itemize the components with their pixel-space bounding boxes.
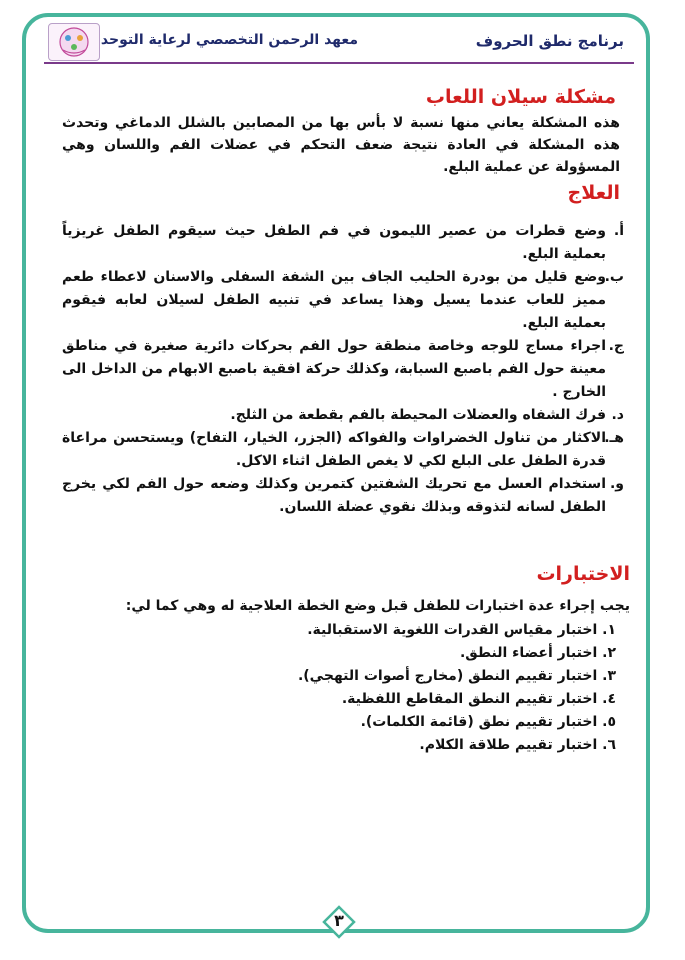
treatment-item xyxy=(62,335,624,404)
treatment-item xyxy=(62,404,624,427)
treatment-item-text: اجراء مساج للوجه وخاصة منطقة حول الفم بحركات دائرية صغيرة في مناطق معينة حول الفم باصبع السبابة، وكذلك حركة افقية باصبع الابهام من الداخل الى الخارج . xyxy=(62,338,606,400)
page-header xyxy=(44,22,630,60)
treatment-item-marker: أ. xyxy=(613,223,624,239)
page-number: ٣ xyxy=(334,911,344,930)
treatment-heading: العلاج xyxy=(567,182,620,204)
treatment-item xyxy=(62,266,624,335)
treatment-item-text: استخدام العسل مع تحريك الشفتين كتمرين وكذلك وضعه حول الفم لكي يخرج الطفل لسانه لتذوقه وبذلك نقوي عضلة اللسان. xyxy=(62,476,606,515)
institute-logo-icon xyxy=(48,23,100,61)
institute-name: معهد الرحمن التخصصي لرعاية التوحد xyxy=(100,32,358,48)
treatment-item-text: فرك الشفاه والعضلات المحيطة بالفم بقطعة من الثلج. xyxy=(230,407,606,423)
treatment-item xyxy=(62,427,624,473)
treatment-item-text: وضع قليل من بودرة الحليب الجاف بين الشفة السفلى والاسنان لاعطاء طعم مميز للعاب عندما يسيل وهذا يساعد في تنبيه الطفل لسيلان لعابه فيقوم بعملية البلع. xyxy=(62,269,606,331)
problem-heading: مشكلة سيلان اللعاب xyxy=(425,86,616,108)
tests-intro: يجب إجراء عدة اختبارات للطفل قبل وضع الخطة العلاجية له وهي كما لي: xyxy=(125,598,630,614)
tests-list-item: ٣. اختبار تقييم النطق (مخارج أصوات التهجي). xyxy=(297,668,616,684)
treatment-item-marker: و. xyxy=(609,476,624,492)
tests-list-item: ٤. اختبار تقييم النطق المقاطع اللفظية. xyxy=(341,691,616,707)
tests-list-item: ١. اختبار مقياس القدرات اللغوية الاستقبالية. xyxy=(307,622,616,638)
problem-paragraph: هذه المشكلة يعاني منها نسبة لا بأس بها من المصابين بالشلل الدماغي وتحدث هذه المشكلة في العادة نتيجة ضعف التحكم في عضلات الفم واللسان وهي المسؤولة عن عملية البلع. xyxy=(62,115,620,175)
treatment-item-marker: ج. xyxy=(608,338,624,354)
treatment-item-text: الاكثار من تناول الخضراوات والفواكه (الجزر، الخيار، التفاح) ويستحسن مراعاة قدرة الطفل على البلع لكي لا يغص الطفل اثناء الاكل. xyxy=(62,430,606,469)
program-title: برنامج نطق الحروف xyxy=(475,32,624,50)
treatment-item-marker: د. xyxy=(611,407,624,423)
treatment-item-marker: هـ. xyxy=(604,430,624,446)
page-number-badge xyxy=(322,905,356,939)
page-content xyxy=(62,86,630,757)
tests-list xyxy=(62,619,616,757)
tests-list-item: ٢. اختبار أعضاء النطق. xyxy=(459,645,616,661)
treatment-item xyxy=(62,220,624,266)
tests-heading: الاختبارات xyxy=(536,563,630,585)
tests-list-item: ٦. اختبار تقييم طلاقة الكلام. xyxy=(419,737,616,753)
tests-list-item: ٥. اختبار تقييم نطق (قائمة الكلمات). xyxy=(360,714,616,730)
treatment-item-text: وضع قطرات من عصير الليمون في فم الطفل حيث سيقوم الطفل غريزياً بعملية البلع. xyxy=(62,223,606,262)
treatment-list xyxy=(62,220,624,519)
treatment-item-marker: ب. xyxy=(604,269,624,285)
treatment-item xyxy=(62,473,624,519)
header-divider xyxy=(44,62,634,64)
